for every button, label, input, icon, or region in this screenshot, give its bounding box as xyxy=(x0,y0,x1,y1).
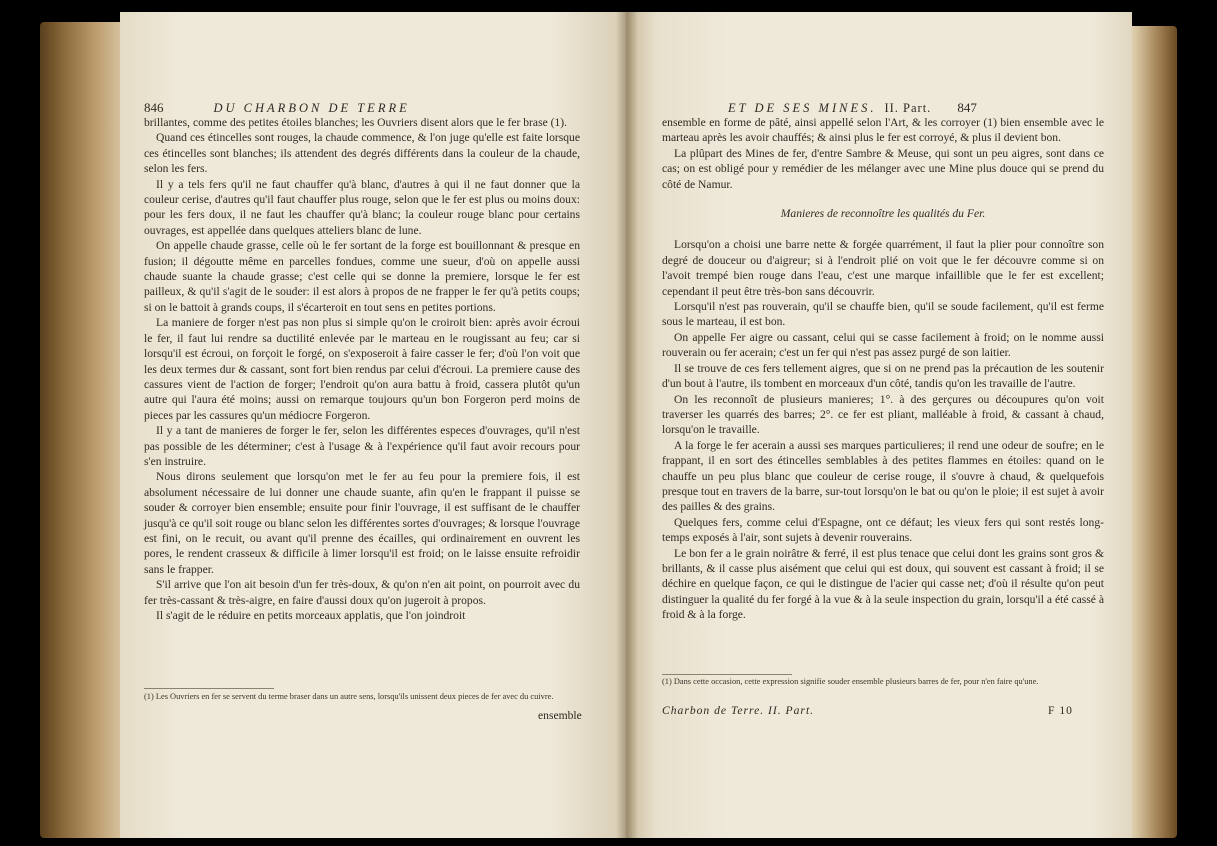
right-paragraph: Il se trouve de ces fers tellement aigres, que si on ne prend pas la précaution de les soutenir d'un bout à l'autre, ils tombent en morceaux d'un côté, tandis qu'on les travaille de l'autre. xyxy=(662,361,1104,391)
right-page-body xyxy=(662,115,1104,623)
left-paragraph: S'il arrive que l'on ait besoin d'un fer très-doux, & qu'on n'en ait point, on pourroit avec du fer très-cassant & très-aigre, en faire d'aussi doux qu'on jugeroit à propos. xyxy=(144,578,580,607)
right-paragraph: La plûpart des Mines de fer, d'entre Sambre & Meuse, qui sont un peu aigres, sont dans ce cas; on est obligé pour y remédier de les mélanger avec une Mine plus douce qui se prend du côté de Namur. xyxy=(662,146,1104,191)
left-page-body xyxy=(144,115,580,623)
left-paragraph: brillantes, comme des petites étoiles blanches; les Ouvriers disent alors que le fer brase (1). xyxy=(144,116,568,129)
right-paragraph: On les reconnoît de plusieurs manieres; 1°. à des gerçures ou découpures qu'on voit traverser les quarrés des barres; 2°. ce fer est pliant, malléable à froid, & cassant à chaud, lorsqu'on le travaille. xyxy=(662,392,1104,437)
right-paragraph: A la forge le fer acerain a aussi ses marques particulieres; il rend une odeur de soufre; en le frappant, il en sort des étincelles semblables à des petites flammes en étoiles: quand on le chauffe un peu plus blanc que couleur de cerise rouge, il s'ouvre à chaud, & quelquefois presque tout en travers de la barre, sur-tout lorsqu'on le bat ou qu'on le ploie; il est sujet à avoir des pailles & des grains. xyxy=(662,438,1104,514)
right-footnote-rule xyxy=(662,674,792,675)
left-page xyxy=(120,12,626,838)
left-footnote-rule xyxy=(144,688,274,689)
left-paragraph: Il y a tels fers qu'il ne faut chauffer qu'à blanc, d'autres à qui il ne faut donner que la couleur cerise, d'autres qu'il faut chauffer plus rouge, selon que le fer est plus ou moins doux: pour les fers doux, il ne faut les chauffer qu'à blanc; la couleur rouge blanc pour certains ouvrages, est appellée dans quelques atteliers blanc de lune. xyxy=(144,177,580,237)
right-paragraph: Lorsqu'on a choisi une barre nette & forgée quarrément, il faut la plier pour connoître son degré de douceur ou d'aigreur; si à l'endroit plié on voit que le fer découvre comme si on l'avoit trempé bien rouge dans l'eau, c'est une marque infaillible que le fer est excellent; cependant il peut être très-bon sans découvrir. xyxy=(662,238,1104,298)
right-page xyxy=(626,12,1132,838)
right-paragraph: ensemble en forme de pâté, ainsi appellé selon l'Art, & les corroyer (1) bien ensemble avec le marteau après les avoir chauffés; & ainsi plus le fer est corroyé, & plus il devient bon. xyxy=(662,116,1104,145)
right-paragraph: Lorsqu'il n'est pas rouverain, qu'il se chauffe bien, qu'il se soude facilement, qu'il est ferme sous le marteau, il est bon. xyxy=(662,300,1104,329)
signature-line: Charbon de Terre. II. Part. xyxy=(662,704,815,717)
right-running-part: II. Part. xyxy=(884,101,932,115)
section-heading: Manieres de reconnoître les qualités du Fer. xyxy=(780,207,986,221)
left-page-number: 846 xyxy=(144,100,164,115)
left-paragraph: Il s'agit de le réduire en petits morceaux applatis, que l'on joindroit xyxy=(156,609,466,622)
left-running-title: DU CHARBON DE TERRE xyxy=(213,101,410,115)
book-gutter xyxy=(616,12,638,838)
right-paragraph: On appelle Fer aigre ou cassant, celui qui se casse facilement à froid; on le nomme aussi rouverain ou fer acerain; c'est un fer qui n'est pas assez purgé de son laitier. xyxy=(662,330,1104,360)
right-footnote: (1) Dans cette occasion, cette expression signifie souder ensemble plusieurs barres de fer, pour n'en faire qu'une. xyxy=(662,677,1039,686)
right-running-title: ET DE SES MINES. xyxy=(728,101,877,115)
signature-mark: F 10 xyxy=(1048,704,1073,717)
left-paragraph: On appelle chaude grasse, celle où le fer sortant de la forge est bouillonnant & presque en fusion; il dégoutte même en parcelles fondues, comme une sueur, d'où on appelle aussi chaude suante la chaude grasse; c'est celle qui se donne la premiere, lorsque le fer est pailleux, & qu'il s'agit de le souder: il est alors à propos de ne frapper le fer qu'à petits coups; si on le battoit à grands coups, il s'écarteroit en tout sens en petites portions. xyxy=(144,239,580,314)
right-paragraph: Quelques fers, comme celui d'Espagne, ont ce défaut; les vieux fers qui sont restés long-temps exposés à l'air, sont sujets à devenir rouverains. xyxy=(662,515,1104,545)
right-paragraph: Le bon fer a le grain noirâtre & ferré, il est plus tenace que celui dont les grains sont gros & brillants, & il casse plus aisément que celui qui est doux, qui souvent est cassant à froid; il se déchire en quelque façon, ce qui le distingue de l'acier qui casse net; d'où il résulte qu'on peut distinguer la qualité du fer forgé à la vue & à la seule inspection du grain, lorsqu'il a été cassé à froid & à la forge. xyxy=(662,546,1104,622)
left-paragraph: Nous dirons seulement que lorsqu'on met le fer au feu pour la premiere fois, il est absolument nécessaire de lui donner une chaude suante, afin qu'en le frappant il puisse se souder & corroyer bien ensemble; ensuite pour finir l'ouvrage, il est suffisant de le chauffer jusqu'à ce qu'il soit rouge ou blanc selon les différentes sortes d'ouvrages; & lorsque l'ouvrage est fini, on le recuit, ou avant qu'il prenne des écailles, qui ordinairement en ouvrent les pores, le rendent crasseux & difficile à limer lorsqu'il est froid; on le laisse ensuite refroidir sans le frapper. xyxy=(144,470,580,576)
left-paragraph: Quand ces étincelles sont rouges, la chaude commence, & l'on juge qu'elle est faite lorsque ces étincelles sont blanches; ils attendent des degrés différents dans la couleur de la chaude, selon les fers. xyxy=(144,131,580,176)
left-footnote: (1) Les Ouvriers en fer se servent du terme braser dans un autre sens, lorsqu'ils unissent deux pieces de fer avec du cuivre. xyxy=(144,692,554,701)
right-page-number: 847 xyxy=(957,100,977,115)
left-paragraph: Il y a tant de manieres de forger le fer, selon les différentes especes d'ouvrages, qu'il n'est pas possible de les déterminer; c'est à l'usage & à l'expérience qu'il faut avoir recours pour s'en instruire. xyxy=(144,424,580,468)
open-book xyxy=(40,12,1177,838)
left-catchword: ensemble xyxy=(538,709,582,722)
left-paragraph: La maniere de forger n'est pas non plus si simple qu'on le croiroit bien: après avoir écroui le fer, il faut lui rendre sa ductilité enlevée par le marteau en le rougissant au feu; car si lorsqu'il est écroui, on forçoit le forgé, on s'exposeroit à faire casser le fer; d'où l'on voit que les deux termes dur & cassant, sont fort bien rendus par celui d'écroui. La premiere cause des cassures vient de l'action de forger; l'endroit qu'on aura battu à froid, cassera plutôt qu'un autre qui l'aura été moins; aussi on remarque toujours qu'un bon Forgeron perd moins de pieces par les cassures qu'un médiocre Forgeron. xyxy=(144,316,580,422)
